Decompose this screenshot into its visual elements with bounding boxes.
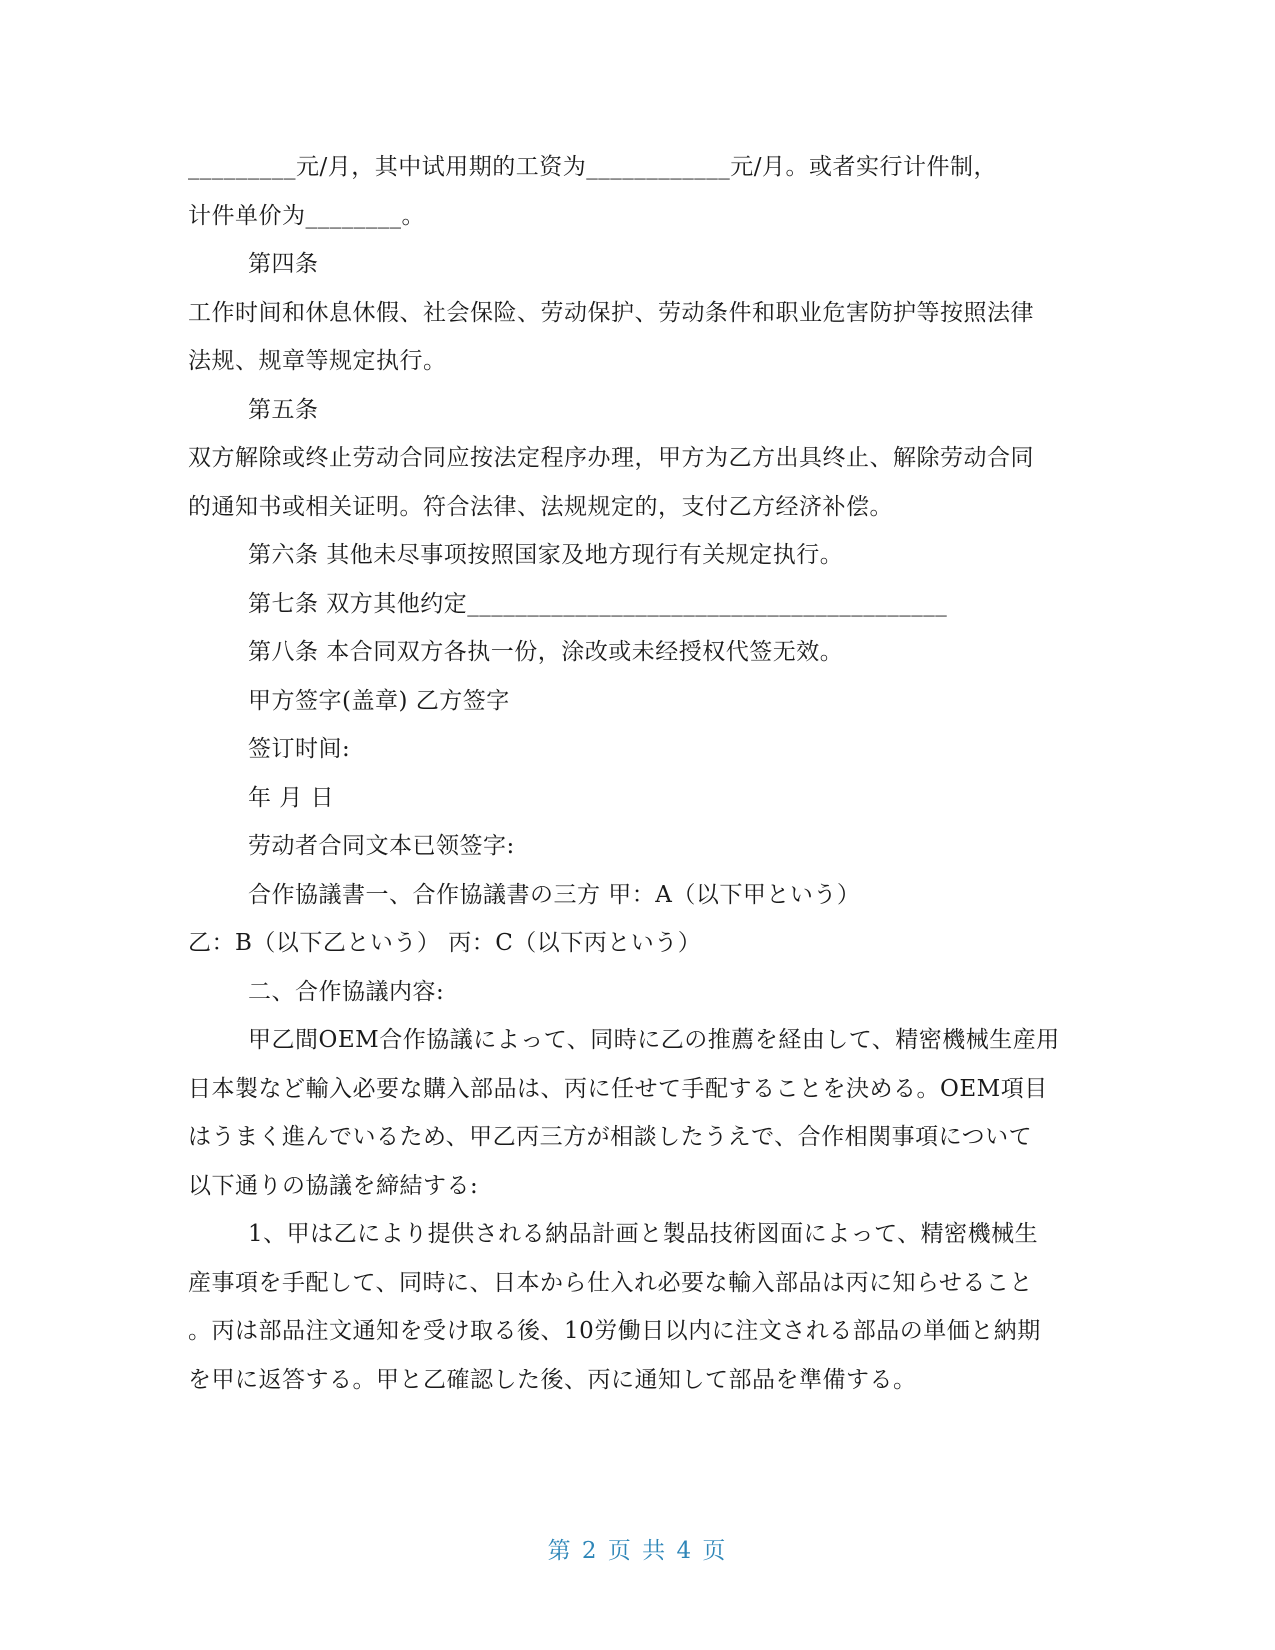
text-line: はうまく進んでいるため、甲乙丙三方が相談したうえで、合作相関事項について [188,1124,1033,1150]
section-heading: 二、合作協議内容: [248,978,445,1005]
article-heading: 第五条 [248,396,319,423]
signature-line: 甲方签字(盖章) 乙方签字 [248,687,510,714]
text-line: 以下通りの協議を締結する: [188,1172,479,1199]
text-line: 。丙は部品注文通知を受け取る後、10労働日以内に注文される部品の単価と納期 [188,1318,1041,1344]
text-line: 第七条 双方其他约定________________________________________ [248,590,948,617]
signing-time-label: 签订时间: [248,736,351,762]
text-line: _________元/月，其中试用期的工资为____________元/月。或者实行计件制， [188,154,997,180]
text-line: 的通知书或相关证明。符合法律、法规规定的，支付乙方经济补偿。 [188,493,893,520]
text-line: 双方解除或终止劳动合同应按法定程序办理，甲方为乙方出具终止、解除劳动合同 [188,445,1034,471]
date-line: 年 月 日 [248,784,335,811]
text-line: 工作时间和休息休假、社会保险、劳动保护、劳动条件和职业危害防护等按照法律 [188,299,1034,326]
text-line: 甲乙間OEM合作協議によって、同時に乙の推薦を経由して、精密機械生産用 [248,1027,1060,1053]
text-line: 计件单价为________。 [188,202,425,229]
text-line: 乙：B（以下乙という） 丙：C（以下丙という） [188,930,702,956]
document-body [188,143,1093,1404]
text-line: 劳动者合同文本已领签字: [248,833,515,859]
text-line: 第六条 其他未尽事项按照国家及地方现行有关规定执行。 [248,542,844,568]
article-heading: 第四条 [248,251,319,277]
text-line: 1、甲は乙により提供される納品計画と製品技術図面によって、精密機械生 [248,1221,1039,1247]
page-number-footer: 第 2 页 共 4 页 [547,1538,728,1564]
section-heading: 合作協議書一、合作協議書の三方 甲：A（以下甲という） [248,881,861,908]
text-line: を甲に返答する。甲と乙確認した後、丙に通知して部品を準備する。 [188,1366,917,1393]
text-line: 産事項を手配して、同時に、日本から仕入れ必要な輸入部品は丙に知らせること [188,1269,1033,1296]
text-line: 法规、规章等规定执行。 [188,348,447,374]
text-line: 日本製など輸入必要な購入部品は、丙に任せて手配することを決める。OEM項目 [188,1075,1048,1102]
text-line: 第八条 本合同双方各执一份，涂改或未经授权代签无效。 [248,639,844,665]
